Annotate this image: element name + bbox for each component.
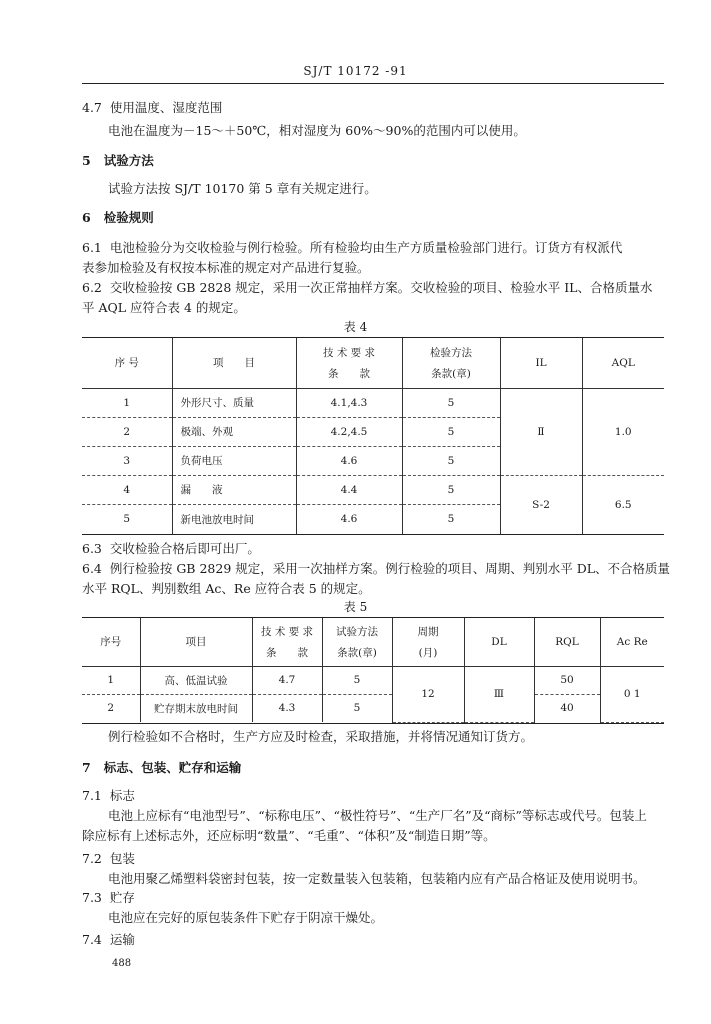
section-7-1-line2: 除应标有上述标志外，还应标明“数量”、“毛重”、“体积”及“制造日期”等。 — [82, 828, 496, 843]
table-5-bottom-rule — [82, 723, 664, 724]
t5-header-method: 试验方法 条款(章) — [322, 618, 392, 666]
section-7-2-text: 电池用聚乙烯塑料袋密封包装，按一定数量装入包装箱，包装箱内应有产品合格证及使用说明书。 — [108, 871, 646, 886]
table-4-caption: 表 4 — [343, 320, 368, 334]
t5-header-seq: 序号 — [82, 618, 140, 666]
section-4-7-heading: 4.7 使用温度、湿度范围 — [82, 100, 223, 115]
table-4-bottom-rule — [82, 534, 664, 535]
t4-header-method: 检验方法 条款(章) — [402, 338, 500, 388]
t5-header-tech: 技 术 要 求 条 款 — [252, 618, 322, 666]
table-row: 1 高、低温试验 4.7 5 12 Ⅲ 50 0 1 — [82, 666, 664, 694]
section-7-1-heading: 7.1 标志 — [82, 788, 135, 803]
t4-header-aql: AQL — [582, 338, 664, 388]
section-7-3-text: 电池应在完好的原包装条件下贮存于阴凉干燥处。 — [108, 910, 384, 925]
page-number: 488 — [112, 958, 132, 969]
t4-header-il: IL — [500, 338, 582, 388]
t5-header-dl: DL — [464, 618, 534, 666]
t5-header-acre: Ac Re — [600, 618, 664, 666]
section-6-1-line2: 表参加检验及有权按本标准的规定对产品进行复验。 — [82, 260, 370, 275]
section-6-4-line1: 6.4 例行检验按 GB 2829 规定，采用一次抽样方案。例行检验的项目、周期、判别水平 DL、不合格质量 — [82, 561, 671, 576]
t4-header-seq: 序 号 — [82, 338, 172, 388]
section-7-3-heading: 7.3 贮存 — [82, 890, 135, 905]
table-4 — [82, 338, 664, 535]
section-7-2-heading: 7.2 包装 — [82, 851, 135, 866]
table-row: 1 外形尺寸、质量 4.1,4.3 5 Ⅱ 1.0 — [82, 388, 664, 417]
table-row: 5 新电池放电时间 4.6 5 — [82, 504, 664, 534]
section-7-heading: 7 标志、包装、贮存和运输 — [82, 760, 242, 775]
table-row: 2 贮存期末放电时间 4.3 5 40 — [82, 694, 664, 722]
section-6-2-line2: 平 AQL 应符合表 4 的规定。 — [82, 300, 246, 315]
t5-dl: Ⅲ — [464, 666, 534, 722]
table-5-caption: 表 5 — [343, 600, 368, 614]
t4-header-item: 项 目 — [172, 338, 296, 388]
page-header: SJ/T 10172 -91 — [303, 64, 408, 78]
table-row: 3 负荷电压 4.6 5 — [82, 446, 664, 475]
t5-acre: 0 1 — [600, 666, 664, 722]
section-5-heading: 5 试验方法 — [82, 153, 154, 168]
t4-header-tech: 技 术 要 求 条 款 — [296, 338, 402, 388]
section-5-text: 试验方法按 SJ/T 10170 第 5 章有关规定进行。 — [108, 181, 377, 196]
t4-aql-group1: 1.0 — [582, 388, 664, 475]
section-4-7-text: 电池在温度为－15～＋50℃，相对湿度为 60%～90%的范围内可以使用。 — [108, 123, 526, 138]
table-5 — [82, 618, 664, 723]
table-row: 2 极端、外观 4.2,4.5 5 — [82, 417, 664, 446]
t5-period: 12 — [392, 666, 464, 722]
section-6-4-line2: 水平 RQL、判别数组 Ac、Re 应符合表 5 的规定。 — [82, 581, 371, 596]
t4-il-group2: S-2 — [500, 475, 582, 534]
section-6-3: 6.3 交收检验合格后即可出厂。 — [82, 541, 260, 556]
t4-aql-group2: 6.5 — [582, 475, 664, 534]
t5-header-period: 周期 (月) — [392, 618, 464, 666]
section-6-2-line1: 6.2 交收检验按 GB 2828 规定，采用一次正常抽样方案。交收检验的项目、检验水平 IL、合格质量水 — [82, 280, 653, 295]
t4-il-group1: Ⅱ — [500, 388, 582, 475]
section-6-heading: 6 检验规则 — [82, 210, 154, 225]
section-7-4-heading: 7.4 运输 — [82, 932, 135, 947]
header-rule — [82, 83, 664, 84]
table-row: 4 漏 液 4.4 5 S-2 6.5 — [82, 475, 664, 504]
section-6-1-line1: 6.1 电池检验分为交收检验与例行检验。所有检验均由生产方质量检验部门进行。订货方有权派代 — [82, 240, 623, 255]
t5-header-rql: RQL — [534, 618, 600, 666]
section-6-5-text: 例行检验如不合格时，生产方应及时检查，采取措施，并将情况通知订货方。 — [108, 729, 534, 744]
section-7-1-line1: 电池上应标有“电池型号”、“标称电压”、“极性符号”、“生产厂名”及“商标”等标志或代号。包装上 — [108, 808, 647, 823]
t5-header-item: 项目 — [140, 618, 252, 666]
